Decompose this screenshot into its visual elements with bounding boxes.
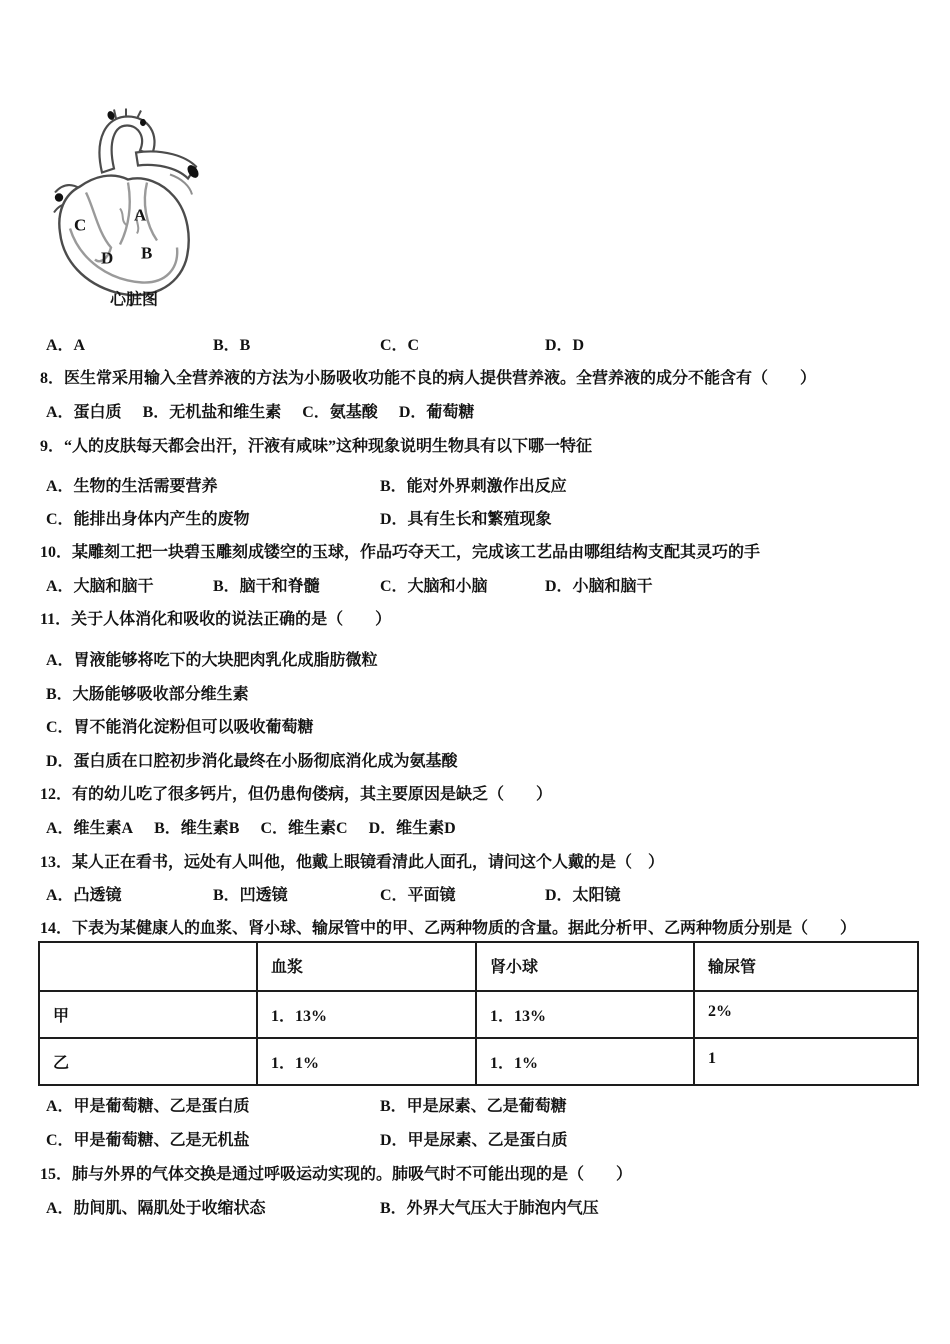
heart-label-b: B (141, 243, 153, 263)
vessel-opening-dot (55, 193, 63, 201)
option-d: D．葡萄糖 (398, 404, 475, 421)
option-c: C．C (380, 337, 420, 354)
q14-options-row2 (0, 1131, 950, 1151)
option-c: C．维生素C (260, 820, 348, 837)
q9-options-row2 (0, 510, 950, 530)
vessel-opening-dot (140, 119, 146, 126)
option-a: A．肋间肌、隔肌处于收缩状态 (46, 1200, 266, 1217)
option-b: B．能对外界刺激作出反应 (380, 478, 567, 495)
row-label: 乙 (39, 1038, 257, 1085)
cell-value: 1．13% (476, 991, 694, 1038)
q11-option-d: D．蛋白质在口腔初步消化最终在小肠彻底消化成为氨基酸 (46, 753, 458, 770)
option-d: D．小脑和脑干 (545, 578, 653, 595)
option-b: B．甲是尿素、乙是葡萄糖 (380, 1098, 567, 1115)
pulmonary-artery (136, 151, 196, 178)
heart-label-a: A (134, 205, 147, 225)
heart-label-c: C (74, 215, 87, 235)
cell-value: 1 (694, 1038, 918, 1085)
q11-option-a: A．胃液能够将吃下的大块肥肉乳化成脂肪微粒 (46, 652, 378, 669)
option-b: B．凹透镜 (213, 887, 288, 904)
cell-value: 1．1% (476, 1038, 694, 1085)
option-d: D．具有生长和繁殖现象 (380, 511, 552, 528)
heart-diagram (50, 106, 225, 311)
header-cell-plasma: 血浆 (257, 942, 476, 991)
heart-figure (50, 106, 225, 311)
option-d: D．甲是尿素、乙是蛋白质 (380, 1132, 568, 1149)
q13-stem: 13．某人正在看书，远处有人叫他，他戴上眼镜看清此人面孔，请问这个人戴的是（ ） (40, 854, 665, 871)
q10-options-row (0, 577, 950, 597)
option-d: D．太阳镜 (545, 887, 621, 904)
option-b: B．外界大气压大于肺泡内气压 (380, 1200, 599, 1217)
header-cell-ureter: 输尿管 (694, 942, 918, 991)
cell-value: 2% (694, 991, 918, 1038)
option-d: D．D (545, 337, 585, 354)
row-label: 甲 (39, 991, 257, 1038)
q8-stem: 8．医生常采用输入全营养液的方法为小肠吸收功能不良的病人提供营养液。全营养液的成分不能含有（ ） (40, 370, 817, 387)
heart-label-d: D (101, 248, 114, 268)
header-cell-glomerulus: 肾小球 (476, 942, 694, 991)
option-c: C．大脑和小脑 (380, 578, 488, 595)
q12-options-row (46, 819, 473, 838)
q9-stem: 9．“人的皮肤每天都会出汗，汗液有咸味”这种现象说明生物具有以下哪一特征 (40, 438, 593, 455)
option-a: A．甲是葡萄糖、乙是蛋白质 (46, 1098, 250, 1115)
q14-options-row1 (0, 1097, 950, 1117)
q15-options-row (0, 1199, 950, 1219)
q14-table (38, 941, 919, 1086)
table-row (39, 1038, 918, 1085)
option-a: A．凸透镜 (46, 887, 122, 904)
option-b: B．无机盐和维生素 (142, 404, 282, 421)
option-b: B．脑干和脊髓 (213, 578, 320, 595)
option-d: D．维生素D (368, 820, 456, 837)
q14-stem: 14．下表为某健康人的血浆、肾小球、输尿管中的甲、乙两种物质的含量。据此分析甲、乙两种物质分别是（ ） (40, 920, 857, 937)
option-c: C．氨基酸 (302, 404, 378, 421)
q9-options-row1 (0, 477, 950, 497)
option-c: C．平面镜 (380, 887, 456, 904)
q8-options-row (46, 403, 491, 422)
table-row (39, 991, 918, 1038)
q13-options-row (0, 886, 950, 906)
table-header-row (39, 942, 918, 991)
q7-options-row (0, 336, 950, 356)
q15-stem: 15．肺与外界的气体交换是通过呼吸运动实现的。肺吸气时不可能出现的是（ ） (40, 1166, 633, 1183)
q11-stem: 11．关于人体消化和吸收的说法正确的是（ ） (40, 611, 392, 628)
figure-caption: 心脏图 (109, 291, 159, 309)
option-c: C．甲是葡萄糖、乙是无机盐 (46, 1132, 250, 1149)
q10-stem: 10．某雕刻工把一块碧玉雕刻成镂空的玉球，作品巧夺天工，完成该工艺品由哪组结构支配其灵巧的手 (40, 544, 761, 561)
option-a: A．生物的生活需要营养 (46, 478, 218, 495)
header-cell-empty (39, 942, 257, 991)
option-b: B．维生素B (154, 820, 240, 837)
option-c: C．能排出身体内产生的废物 (46, 511, 250, 528)
q11-option-c: C．胃不能消化淀粉但可以吸收葡萄糖 (46, 719, 314, 736)
q12-stem: 12．有的幼儿吃了很多钙片，但仍患佝偻病，其主要原因是缺乏（ ） (40, 786, 553, 803)
option-a: A．维生素A (46, 820, 134, 837)
q11-option-b: B．大肠能够吸收部分维生素 (46, 686, 249, 703)
cell-value: 1．13% (257, 991, 476, 1038)
option-b: B．B (213, 337, 251, 354)
option-a: A．大脑和脑干 (46, 578, 154, 595)
cell-value: 1．1% (257, 1038, 476, 1085)
option-a: A．蛋白质 (46, 404, 122, 421)
option-a: A．A (46, 337, 86, 354)
